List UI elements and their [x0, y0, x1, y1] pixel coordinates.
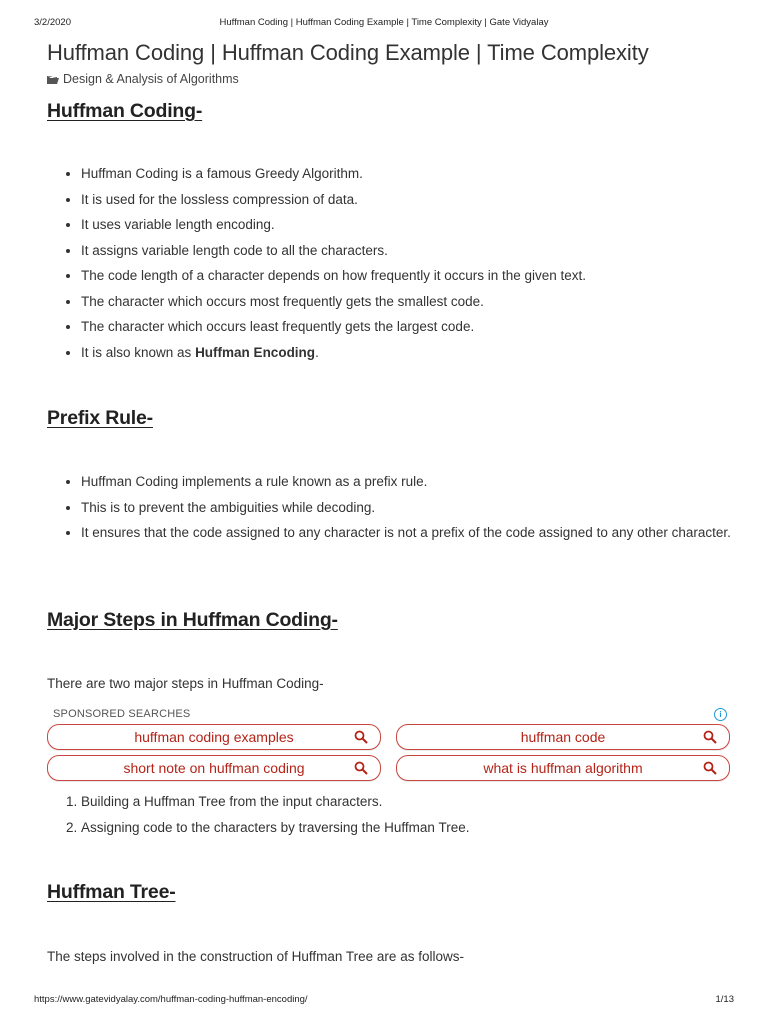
- section-huffman-tree: [47, 881, 176, 904]
- huffman-coding-list: [47, 163, 731, 367]
- page-number: 1/13: [715, 994, 734, 1005]
- sponsored-search-label: short note on huffman coding: [123, 760, 305, 776]
- search-icon: [703, 761, 717, 775]
- sponsored-search-label: what is huffman algorithm: [483, 760, 643, 776]
- major-steps-intro: There are two major steps in Huffman Coding-: [47, 676, 324, 691]
- list-item: • This is to prevent the ambiguities while decoding.: [81, 497, 731, 523]
- section-heading: Huffman Tree-: [47, 881, 176, 903]
- sponsored-search-button[interactable]: [396, 724, 730, 750]
- sponsored-search-button[interactable]: [47, 724, 381, 750]
- list-item: • It is used for the lossless compression of data.: [81, 189, 731, 215]
- sponsored-label: SPONSORED SEARCHES: [53, 708, 191, 720]
- list-item: • Huffman Coding is a famous Greedy Algorithm.: [81, 163, 731, 189]
- section-heading: Prefix Rule-: [47, 407, 153, 429]
- section-major-steps: [47, 609, 338, 632]
- list-item: • The character which occurs most frequently gets the smallest code.: [81, 291, 731, 317]
- major-steps-list: [47, 791, 731, 842]
- sponsored-search-button[interactable]: [396, 755, 730, 781]
- print-title: Huffman Coding | Huffman Coding Example | Time Complexity | Gate Vidyalay: [219, 17, 549, 28]
- sponsored-search-label: huffman coding examples: [134, 729, 294, 745]
- list-item: 2. Assigning code to the characters by traversing the Huffman Tree.: [81, 817, 731, 843]
- emphasis-text: Huffman Encoding: [195, 344, 316, 360]
- list-item: • It uses variable length encoding.: [81, 214, 731, 240]
- search-icon: [354, 730, 368, 744]
- article-header: [47, 40, 732, 86]
- list-item: • It ensures that the code assigned to any character is not a prefix of the code assigned to any other character.: [81, 522, 731, 566]
- page-url[interactable]: https://www.gatevidyalay.com/huffman-coding-huffman-encoding/: [34, 994, 308, 1005]
- list-item-text: It is also known as: [81, 344, 196, 360]
- huffman-tree-intro: The steps involved in the construction of Huffman Tree are as follows-: [47, 949, 464, 964]
- sponsored-search-button[interactable]: [47, 755, 381, 781]
- sponsored-searches: [47, 707, 731, 781]
- list-item: • The code length of a character depends on how frequently it occurs in the given text.: [81, 265, 731, 291]
- section-heading: Huffman Coding-: [47, 100, 203, 122]
- list-item: • The character which occurs least frequently gets the largest code.: [81, 316, 731, 342]
- section-huffman-coding: [47, 100, 202, 123]
- list-item-suffix: .: [315, 344, 319, 360]
- section-prefix-rule: [47, 407, 153, 430]
- search-icon: [354, 761, 368, 775]
- category-label[interactable]: Design & Analysis of Algorithms: [63, 72, 239, 86]
- list-item: [81, 342, 731, 368]
- category-link[interactable]: [47, 72, 732, 86]
- page-title: Huffman Coding | Huffman Coding Example | Time Complexity: [47, 40, 649, 65]
- list-item: • Huffman Coding implements a rule known as a prefix rule.: [81, 471, 731, 497]
- list-item: • It assigns variable length code to all the characters.: [81, 240, 731, 266]
- search-icon: [703, 730, 717, 744]
- print-footer: [34, 994, 734, 1006]
- info-icon[interactable]: i: [714, 708, 727, 721]
- prefix-rule-list: [47, 471, 731, 566]
- print-header: [34, 17, 734, 29]
- section-heading: Major Steps in Huffman Coding-: [47, 609, 338, 631]
- sponsored-search-label: huffman code: [520, 729, 606, 745]
- list-item: 1. Building a Huffman Tree from the input characters.: [81, 791, 731, 817]
- folder-icon: [47, 75, 59, 84]
- print-date: 3/2/2020: [34, 17, 71, 28]
